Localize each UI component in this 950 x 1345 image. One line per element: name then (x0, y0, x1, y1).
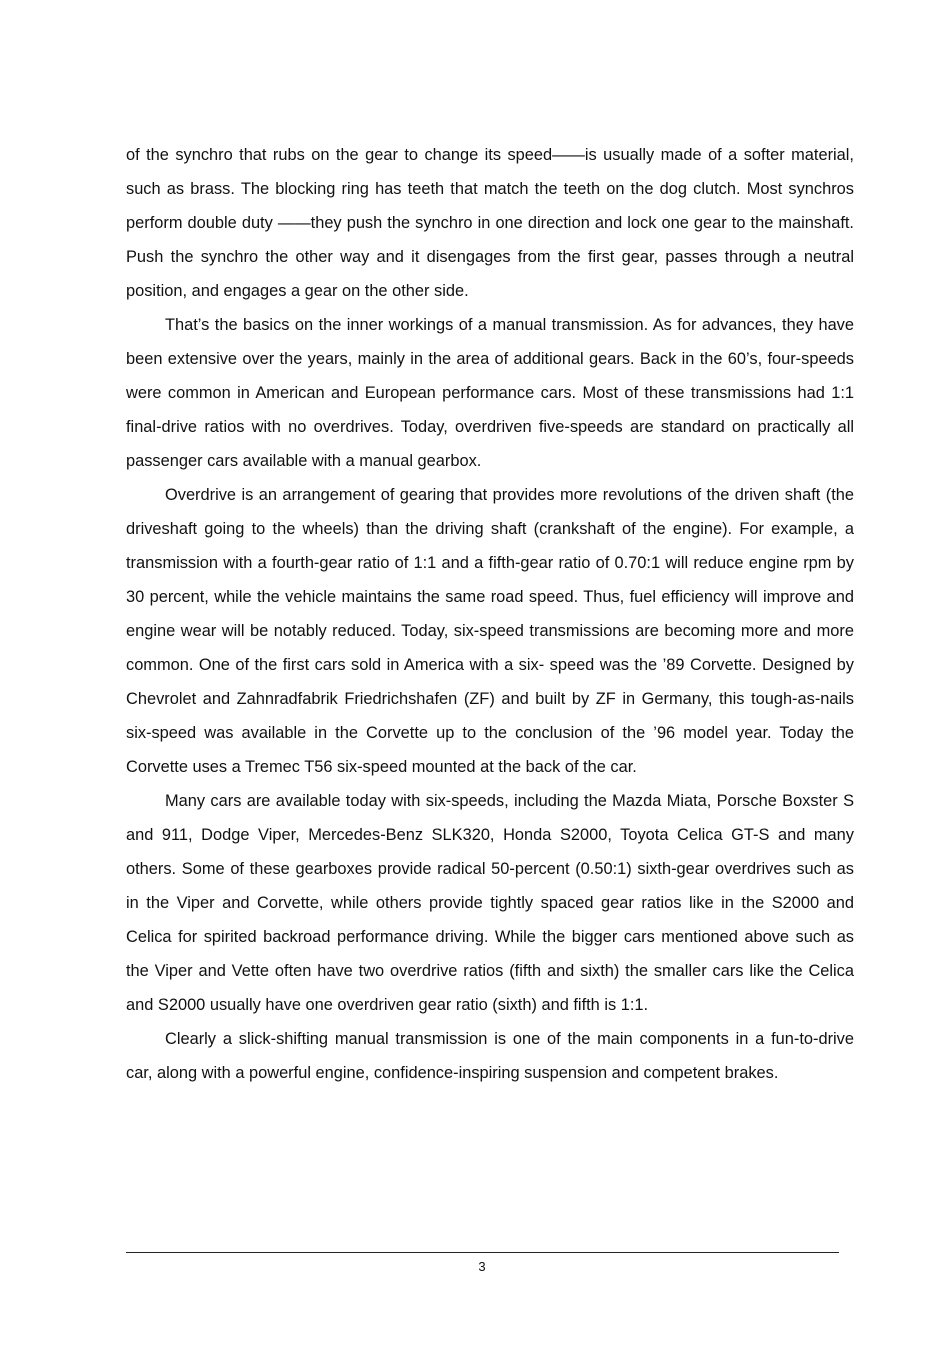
paragraph-synchro-continued: of the synchro that rubs on the gear to change its speed——is usually made of a softer material, such as brass. The blocking ring has teeth that match the teeth on the dog clutch. Most synchros perform double duty ——they push the synchro in one direction and lock one gear to the mainshaft. Push the synchro the other way and it disengages from the first gear, passes through a neutral position, and engages a gear on the other side. (126, 146, 854, 300)
paragraph-conclusion: Clearly a slick-shifting manual transmission is one of the main components in a fun-to-drive car, along with a powerful engine, confidence-inspiring suspension and competent brakes. (126, 1030, 854, 1082)
paragraph-manual-transmission-advances: That’s the basics on the inner workings of a manual transmission. As for advances, they have been extensive over the years, mainly in the area of additional gears. Back in the 60’s, four-speeds were common in American and European performance cars. Most of these transmissions had 1:1 final-drive ratios with no overdrives. Today, overdriven five-speeds are standard on practically all passenger cars available with a manual gearbox. (126, 316, 854, 470)
footer-divider (126, 1252, 839, 1253)
paragraph-six-speed-cars: Many cars are available today with six-speeds, including the Mazda Miata, Porsche Boxster S and 911, Dodge Viper, Mercedes-Benz SLK320, Honda S2000, Toyota Celica GT-S and many others. Some of these gearboxes provide radical 50-percent (0.50:1) sixth-gear overdrives such as in the Viper and Corvette, while others provide tightly spaced gear ratios like in the S2000 and Celica for spirited backroad performance driving. While the bigger cars mentioned above such as the Viper and Vette often have two overdrive ratios (fifth and sixth) the smaller cars like the Celica and S2000 usually have one overdriven gear ratio (sixth) and fifth is 1:1. (126, 792, 854, 1014)
paragraph-overdrive: Overdrive is an arrangement of gearing that provides more revolutions of the driven shaft (the driveshaft going to the wheels) than the driving shaft (crankshaft of the engine). For example, a transmission with a fourth-gear ratio of 1:1 and a fifth-gear ratio of 0.70:1 will reduce engine rpm by 30 percent, while the vehicle maintains the same road speed. Thus, fuel efficiency will improve and engine wear will be notably reduced. Today, six-speed transmissions are becoming more and more common. One of the first cars sold in America with a six- speed was the ’89 Corvette. Designed by Chevrolet and Zahnradfabrik Friedrichshafen (ZF) and built by ZF in Germany, this tough-as-nails six-speed was available in the Corvette up to the conclusion of the ’96 model year. Today the Corvette uses a Tremec T56 six-speed mounted at the back of the car. (126, 486, 854, 776)
page-number: 3 (478, 1259, 486, 1274)
body-text (126, 138, 854, 1090)
